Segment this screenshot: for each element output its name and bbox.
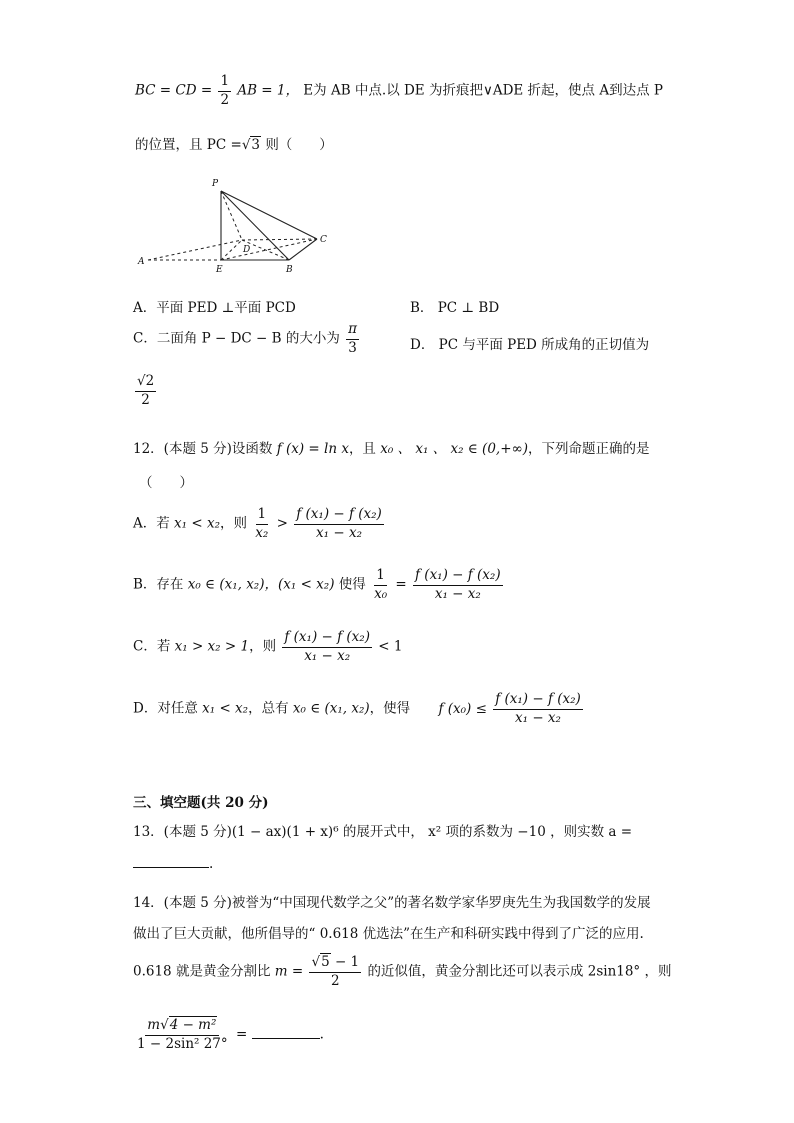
q12-a-pre: A．若 — [133, 515, 170, 532]
q12-d-mid: ，总有 — [248, 700, 289, 717]
q14-expr-sqrt: 4 − m² — [169, 1017, 217, 1033]
q12-c-num: f (x₁) − f (x₂) — [282, 630, 372, 648]
q12-b-right-fraction — [413, 568, 503, 602]
q12-a-left-den: x₂ — [255, 524, 269, 541]
q14-m-sqrt: 5 — [321, 954, 330, 970]
q12-c-fraction — [282, 630, 372, 664]
q12-b-then: 使得 — [338, 576, 366, 593]
label-b: B — [286, 265, 293, 275]
q11-option-d-value — [133, 374, 158, 408]
q13-text: 13．(本题 5 分)(1 − ax)(1 + x)⁶ 的展开式中， x² 项的系数为 −10 ，则实数 a = — [133, 824, 633, 840]
q12-b-pre: B．存在 — [133, 576, 184, 593]
q12-stem — [133, 437, 650, 457]
q14-expr-end: . — [319, 1026, 324, 1043]
q14-expression-fraction: $\frac{\text{m√4 − m²}}{\text{1 − 2sin² 27°}}$ — [137, 1017, 228, 1052]
q11-option-c-fraction — [346, 322, 359, 356]
q12-d-num: f (x₁) − f (x₂) — [493, 692, 583, 710]
q12-option-b — [133, 568, 505, 602]
q12-b-right-den: x₁ − x₂ — [434, 585, 481, 602]
q12-stem-mid: ，且 — [348, 441, 376, 457]
q14-expr-m: m — [147, 1017, 161, 1033]
q12-b-left-num: 1 — [374, 568, 387, 586]
q11-line2-after: 则（ ） — [265, 137, 333, 153]
label-e: E — [216, 265, 223, 275]
label-p: P — [212, 179, 219, 189]
q12-stem-prefix: 12．(本题 5 分)设函数 — [133, 441, 273, 457]
q12-a-then: ，则 — [220, 515, 247, 532]
q14-m-eq: m = — [274, 963, 304, 980]
q14-line3-post: 的近似值，黄金分割比还可以表示成 2sin18° ，则 — [367, 963, 672, 980]
q12-stem-vars: x₀ 、 x₁ 、 x₂ ∈ (0,+∞) — [380, 441, 529, 457]
q14-line1: 14．(本题 5 分)被誉为“中国现代数学之父”的著名数学家华罗庚先生为我国数学的发展 — [133, 895, 651, 911]
q13-end: . — [209, 856, 214, 872]
q14-expression — [133, 1018, 324, 1052]
edge-ed — [221, 240, 242, 260]
q11-sqrt-arg: 3 — [251, 137, 261, 153]
q12-b-left-fraction — [372, 568, 389, 602]
q11-option-c-den: 3 — [348, 339, 357, 356]
q12-stem-func: f (x) = ln x — [276, 441, 349, 457]
q14-expr-eq: = — [235, 1026, 248, 1043]
label-d: D — [243, 245, 251, 255]
q12-option-d — [133, 692, 585, 726]
q12-c-den: x₁ − x₂ — [304, 647, 351, 664]
q12-option-a — [133, 507, 386, 541]
q11-line1-rest: E为 AB 中点.以 DE 为折痕把∨ADE 折起，使点 A到达点 P — [303, 82, 663, 99]
edge-pc — [221, 191, 317, 239]
edge-pd — [221, 191, 242, 240]
q11-half-fraction — [218, 74, 231, 108]
q11-eq-prefix: BC = CD = — [135, 82, 213, 99]
q14-m-num-rest: − 1 — [330, 954, 360, 970]
q11-option-b: B． PC ⊥ BD — [410, 300, 500, 316]
q11-option-c-text: C．二面角 P − DC − B 的大小为 — [133, 330, 340, 347]
q12-a-cond: x₁ < x₂ — [174, 515, 220, 532]
q12-d-cond2: x₀ ∈ (x₁, x₂) — [292, 700, 370, 717]
edge-bc — [289, 239, 317, 260]
q12-a-right-fraction — [294, 507, 384, 541]
q14-line3 — [133, 955, 671, 989]
q11-option-a: A．平面 PED ⊥平面 PCD — [133, 300, 296, 316]
q14-line2: 做出了巨大贡献，他所倡导的“ 0.618 优选法”在生产和科研实践中得到了广泛的应用. — [133, 926, 644, 942]
q11-option-d-num: √2 — [135, 374, 156, 392]
q13-answer — [133, 856, 213, 872]
edge-dc — [242, 239, 317, 240]
section-heading: 三、填空题(共 20 分) — [133, 795, 269, 811]
q12-c-pre: C．若 — [133, 638, 171, 655]
edge-ad — [148, 240, 242, 260]
q12-a-left-num: 1 — [256, 507, 269, 525]
q12-d-cond: x₁ < x₂ — [202, 700, 249, 717]
q12-d-then: ，使得 — [369, 700, 411, 717]
q11-option-c-num: π — [346, 322, 359, 340]
q14-golden-ratio-fraction: $\frac{√5 - 1}{2}$ — [311, 954, 360, 989]
q11-eq-suffix: AB = 1， — [237, 82, 299, 99]
q12-b-right-num: f (x₁) − f (x₂) — [413, 568, 503, 586]
q12-d-den: x₁ − x₂ — [515, 709, 561, 726]
q12-c-then: ，则 — [249, 638, 277, 655]
label-c: C — [320, 235, 327, 245]
q12-a-right-den: x₁ − x₂ — [316, 524, 362, 541]
q11-option-d-den: 2 — [141, 391, 150, 408]
pyramid-figure — [130, 172, 340, 277]
q11-half-den: 2 — [220, 91, 230, 108]
q14-expr-den: 1 − 2sin² 27° — [137, 1035, 228, 1052]
q12-a-rel: > — [276, 515, 288, 532]
q12-a-right-num: f (x₁) − f (x₂) — [294, 507, 384, 525]
q11-option-d: D． PC 与平面 PED 所成角的正切值为 — [410, 337, 650, 353]
q12-option-c — [133, 630, 402, 664]
q12-d-fraction — [493, 692, 583, 726]
q11-line2: 的位置，且 PC =√3 则（ ） — [135, 137, 333, 153]
q14-line3-pre: 0.618 就是黄金分割比 — [133, 963, 271, 980]
q12-b-cond: x₀ ∈ (x₁, x₂) — [187, 576, 265, 593]
q12-stem-suffix: ，下列命题正确的是 — [528, 441, 650, 457]
q12-b-cond2: ，(x₁ < x₂) — [264, 576, 335, 593]
q12-a-left-fraction — [253, 507, 270, 541]
q14-m-den: 2 — [331, 972, 340, 989]
q12-c-cond: x₁ > x₂ > 1 — [174, 638, 250, 655]
q14-answer-blank[interactable] — [252, 1038, 320, 1039]
q12-d-pre: D．对任意 — [133, 700, 198, 717]
q11-option-d-fraction — [135, 374, 156, 408]
q12-answer-paren: （ ） — [139, 475, 193, 491]
q11-line1 — [135, 74, 663, 108]
q12-c-rel: < 1 — [378, 638, 403, 655]
q12-d-lhs: f (x₀) ≤ — [438, 700, 487, 717]
q11-option-c — [133, 322, 361, 356]
q11-line2-before: 的位置，且 PC = — [135, 137, 242, 153]
q13-answer-blank[interactable] — [133, 867, 209, 868]
q11-half-num: 1 — [218, 74, 231, 92]
q12-b-rel: = — [395, 576, 407, 593]
q12-b-left-den: x₀ — [374, 585, 388, 602]
label-a: A — [138, 257, 145, 267]
